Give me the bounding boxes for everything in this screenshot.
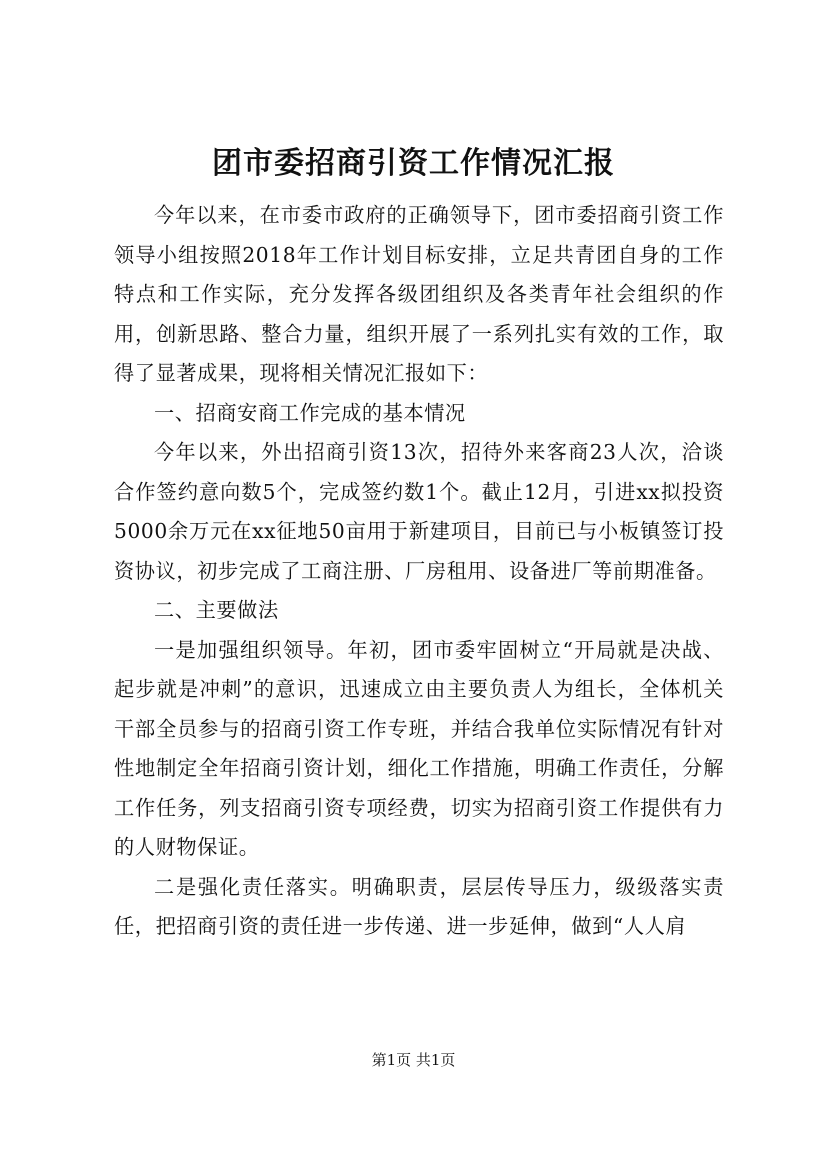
section-heading-2: 二、主要做法	[154, 598, 279, 622]
paragraph-basic-situation: 今年以来，外出招商引资13次，招待外来客商23人次，洽谈合作签约意向数5个，完成签约数1个。截止12月，引进xx拟投资5000余万元在xx征地50亩用于新建项目，目前已与小板镇签订投资协议，初步完成了工商注册、厂房租用、设备进厂等前期准备。	[114, 440, 724, 583]
paragraph-responsibility: 二是强化责任落实。明确职责，层层传导压力，级级落实责任，把招商引资的责任进一步传递、进一步延伸，做到“人人肩	[114, 874, 724, 938]
page-number-footer: 第1页 共1页	[371, 1051, 456, 1069]
paragraph-organization-leadership: 一是加强组织领导。年初，团市委牢固树立“开局就是决战、起步就是冲刺”的意识，迅速成立由主要负责人为组长，全体机关干部全员参与的招商引资工作专班，并结合我单位实际情况有针对性地制定全年招商引资计划，细化工作措施，明确工作责任，分解工作任务，列支招商引资专项经费，切实为招商引资工作提供有力的人财物保证。	[114, 637, 724, 859]
paragraph-intro: 今年以来，在市委市政府的正确领导下，团市委招商引资工作领导小组按照2018年工作计划目标安排，立足共青团自身的工作特点和工作实际，充分发挥各级团组织及各类青年社会组织的作用，创新思路、整合力量，组织开展了一系列扎实有效的工作，取得了显著成果，现将相关情况汇报如下：	[114, 203, 724, 385]
document-body	[114, 196, 724, 947]
document-title: 团市委招商引资工作情况汇报	[212, 146, 615, 181]
section-heading-1: 一、招商安商工作完成的基本情况	[154, 400, 466, 425]
